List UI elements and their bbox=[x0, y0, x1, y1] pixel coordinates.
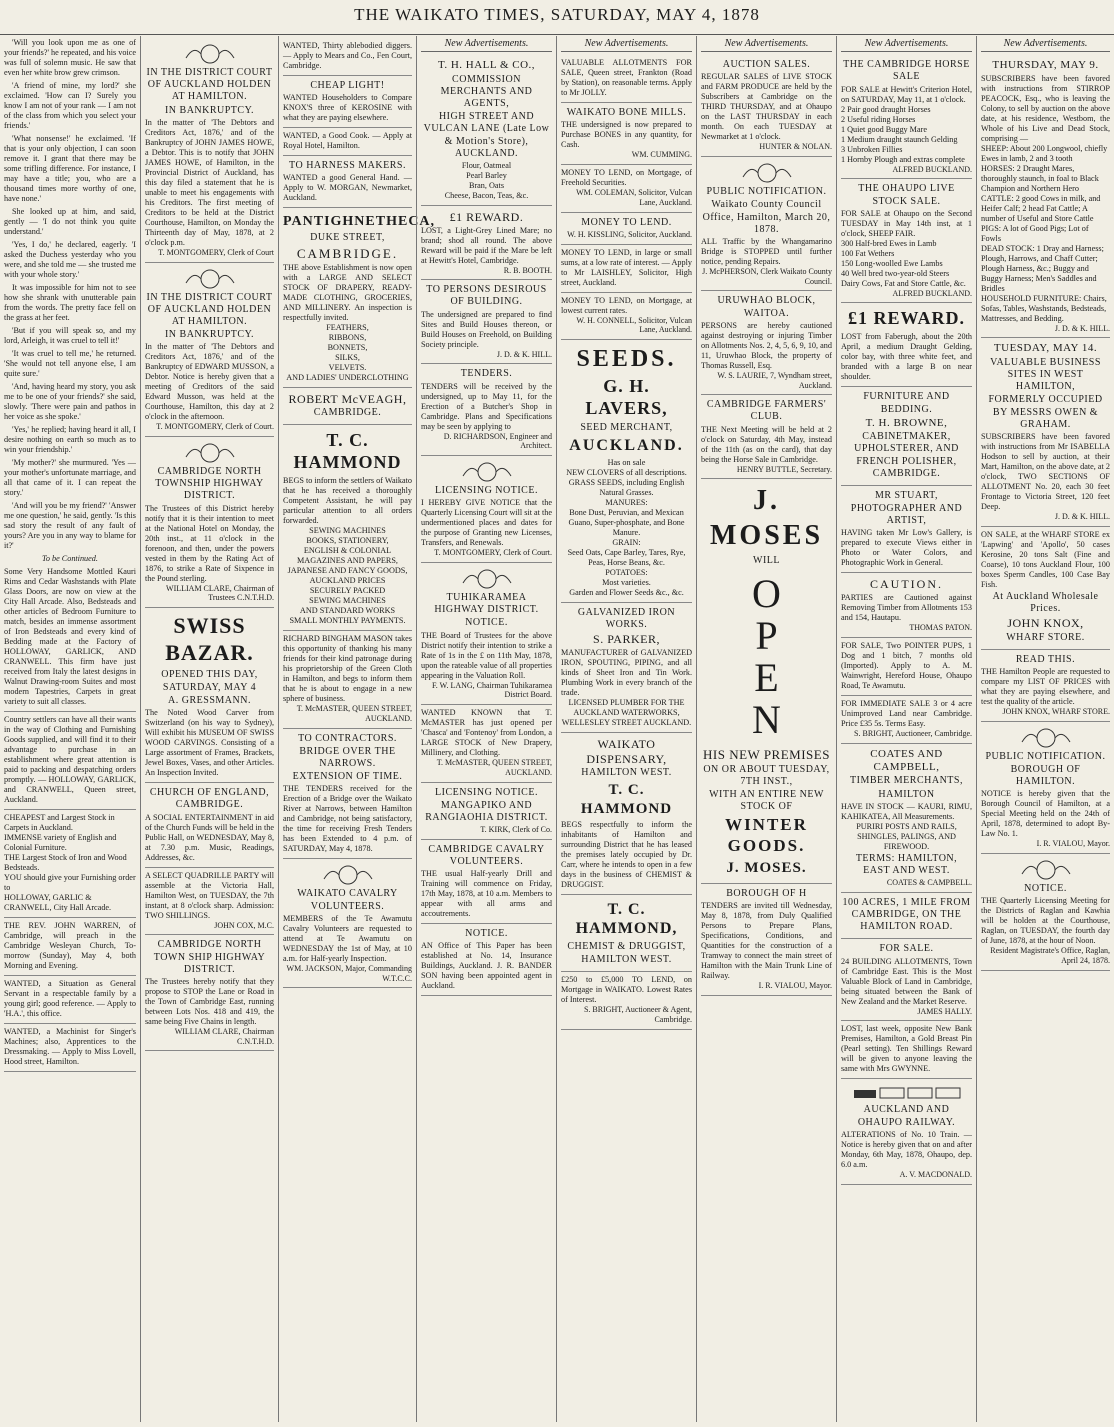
horse-sale-ad: THE CAMBRIDGE HORSE SALE FOR SALE at Hewitt's Criterion Hotel, on SATURDAY, May 11, at 1 o'clock. 2 Pair good draught Horses 2 Useful riding Horses 1 Quiet good Buggy Mare 1 Medium draught staunch Gelding 3 Unbroken Fillies 1 Hornby Plough and extras complete ALFRED BUCKLAND. bbox=[841, 55, 972, 179]
mason-notice: RICHARD BINGHAM MASON takes this opportunity of thanking his many friends for their kind patronage during his proprietorship of the Green Cloth in Hamilton, and begs to inform them that he is about to engage in a new sphere of business. T. McMASTER, QUEEN STREET, AUCKLAND. bbox=[283, 631, 412, 729]
church-notice: CHURCH OF ENGLAND, CAMBRIDGE. A SOCIAL ENTERTAINMENT in aid of the Church Funds will be held in the Public Hall, on WEDNESDAY, May 8, at 7.30 p.m. Music, Readings, Addresses, &c. bbox=[145, 783, 274, 867]
royal-crest-icon bbox=[318, 864, 378, 886]
borough-notification: PUBLIC NOTIFICATION. BOROUGH OF HAMILTON. NOTICE is hereby given that the Borough Council of Hamilton, at a Special Meeting held on the 24th of April, 1878, determined to adopt By-Law No. 1. I. R. VIALOU, Mayor. bbox=[981, 722, 1110, 854]
wanted-ad: WANTED, a Situation as General Servant in a respectable family by a young girl; good reference. — Apply to 'H.A.', this office. bbox=[4, 976, 136, 1024]
column-7 bbox=[836, 36, 976, 1422]
story-paragraph: 'Yes,' he replied; having heard it all, I desire nothing on earth so much as to win your friendship.' bbox=[4, 425, 136, 454]
column-1 bbox=[0, 36, 140, 1422]
hall-ad: T. H. HALL & CO., COMMISSION MERCHANTS AND AGENTS, HIGH STREET AND VULCAN LANE (Late Low & Motion's Store), AUCKLAND. Flour, Oatmeal Pearl Barley Bran, Oats Cheese, Bacon, Teas, &c. bbox=[421, 55, 552, 206]
lend-ad: £250 to £5,000 TO LEND, on Mortgage in WAIKATO. Lowest Rates of Interest. S. BRIGHT, Auctioneer & Agent, Cambridge. bbox=[561, 972, 692, 1030]
moses-ad: J. MOSES WILL O P E N HIS NEW PREMISES ON OR ABOUT TUESDAY, 7TH INST., WITH AN ENTIRE NEW STOCK OF WINTER GOODS. J. MOSES. bbox=[701, 479, 832, 884]
section-header: New Advertisements. bbox=[561, 38, 692, 52]
column-6 bbox=[696, 36, 836, 1422]
royal-crest-icon bbox=[737, 162, 797, 184]
quadrille-notice: A SELECT QUADRILLE PARTY will assemble at the Victoria Hall, Hamilton West, on TUESDAY, the 7th instant, at 8 o'clock sharp. Admission: TWO SHILLINGS. JOHN COX, M.C. bbox=[145, 868, 274, 936]
court-notice: IN THE DISTRICT COURT OF AUCKLAND HOLDEN AT HAMILTON. IN BANKRUPTCY. In the matter of 'The Debtors and Creditors Act, 1876,' and of the Bankruptcy of EDWARD MUSSON, a Debtor. Notice is hereby given that a meeting of Creditors of the said Edward Musson, was held at the Courthouse, Hamilton, this day at 2 o'clock in the afternoon. T. MONTGOMERY, Clerk of Court. bbox=[145, 263, 274, 438]
auction-sales-ad: AUCTION SALES. REGULAR SALES of LIVE STOCK and FARM PRODUCE are held by the Subscribers at Cambridge on the THIRD THURSDAY, and at Ohaupo on the LAST THURSDAY in each month. On each TUESDAY at Newmarket at 1 o'clock. HUNTER & NOLAN. bbox=[701, 55, 832, 157]
office-notice: NOTICE. AN Office of This Paper has been established at No. 14, Insurance Buildings, Auckland. J. R. BANDER SON having been appointed agent in Auckland. bbox=[421, 924, 552, 996]
royal-crest-icon bbox=[1016, 859, 1076, 881]
parker-ad: GALVANIZED IRON WORKS. S. PARKER, MANUFACTURER of GALVANIZED IRON, SPOUTING, PIPING, and all kinds of Sheet Iron and Tin Work. Plumbing Work in every branch of the trade. LICENSED PLUMBER FOR THE AUCKLAND WATERWORKS, WELLESLEY STREET AUCKLAND. bbox=[561, 603, 692, 733]
story-paragraph: 'My mother?' she murmured. 'Yes — your mother's unfortunate marriage, and all that came of it. I can repeat the story.' bbox=[4, 458, 136, 497]
wanted-ad: WANTED, a Machinist for Singer's Machines; also, Apprentices to the Dressmaking. — Apply to Miss Lovell, Hood street, Hamilton. bbox=[4, 1024, 136, 1072]
mangapiko-notice: LICENSING NOTICE. MANGAPIKO AND RANGIAOHIA DISTRICT. T. KIRK, Clerk of Co. bbox=[421, 783, 552, 840]
money-ad: MONEY TO LEND, on Mortgage, at lowest current rates. W. H. CONNELL, Solicitor, Vulcan Lane, Auckland. bbox=[561, 293, 692, 341]
swiss-bazar-ad: SWISS BAZAR. OPENED THIS DAY, SATURDAY, MAY 4 A. GRESSMANN. The Noted Wood Carver from Switzerland (on his way to Sydney), Will exhibit his MUSEUM OF SWISS WOOD CARVINGS. Consisting of a Large assortment of Frames, Brackets, Jewel Boxes, Vases, and other Articles. An Inspection Invited. bbox=[145, 608, 274, 783]
column-3 bbox=[278, 36, 436, 1422]
read-this-ad: READ THIS. THE Hamilton People are requested to compare my LIST OF PRICES with what they are paying elsewhere, and test the quality of the article. JOHN KNOX, WHARF STORE. bbox=[981, 650, 1110, 722]
borough-tenders: BOROUGH OF H TENDERS are invited till Wednesday, May 8, 1878, from Duly Qualified Persons to Prepare Plans, Specifications, Conditions, and Quantities for the construction of a Tramway to connect the main street of Hamilton with the Main Trunk Line of Railway. I. R. VIALOU, Mayor. bbox=[701, 884, 832, 996]
reward-ad: £1 REWARD. LOST, a Light-Grey Lined Mare; no brand; shod all round. The above Reward will be paid if the Mare be left at Hewitt's Hotel, Cambridge. R. B. BOOTH. bbox=[421, 206, 552, 280]
continued-note: To be Continued. bbox=[42, 554, 98, 563]
money-ad: MONEY TO LEND. W. H. KISSLING, Solicitor, Auckland. bbox=[561, 213, 692, 245]
hammond-chemist-ad: T. C. HAMMOND, CHEMIST & DRUGGIST, HAMILTON WEST. bbox=[561, 895, 692, 972]
north-highway-notice: CAMBRIDGE NORTH TOWN SHIP HIGHWAY DISTRICT. The Trustees hereby notify that they propose to STOP the Lane or Road in the Town of Cambridge East, running between Lots Nos. 418 and 419, the same being Five Chains in length. WILLIAM CLARE, Chairman C.N.T.H.D. bbox=[145, 935, 274, 1051]
court-notice: IN THE DISTRICT COURT OF AUCKLAND HOLDEN AT HAMILTON. IN BANKRUPTCY. In the matter of 'The Debtors and Creditors Act, 1876,' and of the Bankruptcy of JOHN JAMES HOWE, a Debtor. This is to notify that JOHN JAMES HOWE, of Hamilton, in the Provincial District of Auckland, has this day filed a statement that he is unable to meet his engagements with his Creditors. The first meeting of Creditors to be held at the District Courthouse, Hamilton, on Monday the Thirteenth day of May, 1878, at 2 o'clock p.m. T. MONTGOMERY, Clerk of Court bbox=[145, 38, 274, 263]
tuhikaramea-notice: TUHIKARAMEA HIGHWAY DISTRICT. NOTICE. THE Board of Trustees for the above District notify their intention to strike a Rate of 1s in the £ on 11th May, 1878, upon the rateable value of all properties appearing in the Valuation Roll. F. W. LANG, Chairman Tuhikaramea District Board. bbox=[421, 563, 552, 705]
cook-wanted-ad: WANTED, a Good Cook. — Apply at Royal Hotel, Hamilton. bbox=[283, 128, 412, 156]
masthead-title: THE WAIKATO TIMES, SATURDAY, MAY 4, 1878 bbox=[354, 5, 760, 24]
harness-ad: TO HARNESS MAKERS. WANTED a good General Hand. — Apply to W. MORGAN, Newmarket, Auckland. bbox=[283, 156, 412, 208]
royal-crest-icon bbox=[1016, 727, 1076, 749]
lavers-seeds-ad: SEEDS. G. H. LAVERS, SEED MERCHANT, AUCKLAND. Has on sale NEW CLOVERS of all descriptions. GRASS SEEDS, including English Natural Grasses. MANURES: Bone Dust, Peruvian, and Mexican Guano, Super-phosphate, and Bone Manure. GRAIN: Seed Oats, Cape Barley, Tares, Rye, Peas, Horse Beans, &c. POTATOES: Most varieties. Garden and Flower Seeds &c., &c. bbox=[561, 340, 692, 603]
allotments-ad: VALUABLE ALLOTMENTS FOR SALE, Queen street, Frankton (Road by Station), on reasonable terms. Apply to Mr JOLLY. bbox=[561, 55, 692, 103]
story-paragraph: 'And will you be my friend?' 'Answer me one question,' he said, gently. 'Is this sad story the result of any fault of yours? Are you in any way to blame for it?' bbox=[4, 501, 136, 550]
photographer-ad: MR STUART, PHOTOGRAPHER AND ARTIST, HAVING taken Mr Low's Gallery, is prepared to execute Views either in Photo or Water Colors, and Photographic Work in General. bbox=[841, 486, 972, 574]
highway-notice: CAMBRIDGE NORTH TOWNSHIP HIGHWAY DISTRICT. The Trustees of this District hereby notify that it is their intention to meet at the National Hotel on Monday, the 20th inst., at 11 o'clock in the forenoon, and then, under the powers vested in them by the Rating Act of 1876, to strike a Rate of Sixpence in the Pound sterling. WILLIAM CLARE, Chairman of Trustees C.N.T.H.D. bbox=[145, 437, 274, 608]
business-sites-ad: TUESDAY, MAY 14. VALUABLE BUSINESS SITES IN WEST HAMILTON, FORMERLY OCCUPIED BY MESSRS OWEN & GRAHAM. SUBSCRIBERS have been favored with instructions from Mr ISABELLA Hodson to sell by auction, at their Mart, Hamilton, on the above date, at 2 o'clock, TWO SECTIONS OF ALLOTMENT No. 20, each 30 feet Frontage to Victoria Street, 120 feet Deep. J. D. & K. HILL. bbox=[981, 338, 1110, 526]
farmers-club-notice: CAMBRIDGE FARMERS' CLUB. THE Next Meeting will be held at 2 o'clock on Saturday, 4th May, instead of the 11th (as on the card), that day being the Horse Sale in Cambridge. HENRY BUTTLE, Secretary. bbox=[701, 395, 832, 479]
timber-merchants-ad: COATES AND CAMPBELL, TIMBER MERCHANTS, HAMILTON HAVE IN STOCK — KAURI, RIMU, KAHIKATEA, All Measurements. PURIRI POSTS AND RAILS, SHINGLES, PALINGS, AND FIREWOOD. TERMS: HAMILTON, EAST AND WEST. COATES & CAMPBELL. bbox=[841, 744, 972, 893]
money-ad: MONEY TO LEND, in large or small sums, at a low rate of interest. — Apply to Mr LAISHLEY, Solicitor, High street, Auckland. bbox=[561, 245, 692, 293]
section-header: New Advertisements. bbox=[701, 38, 832, 52]
column-2 bbox=[140, 36, 278, 1422]
land-sale-ad: FOR IMMEDIATE SALE 3 or 4 acre Unimproved Land near Cambridge. Price £35 5s. Terms Easy. S. BRIGHT, Auctioneer, Cambridge. bbox=[841, 696, 972, 744]
news-item: Some Very Handsome Mottled Kauri Rims and Cedar Washstands with Plate Glass Doors, are now on view at the City Hall Arcade. Also, Bedsteads and other articles of Bedroom Furniture to match, besides an immense assortment of Iron Bedsteads and every kind of Bedding made at the Factory of HOLLOWAY, GARLICK, AND CRANWELL. This firm have just received from Italy the latest designs in Walnut Drawing-room Suites and most modern Tapestries, Carpets in great variety to suit all classes. bbox=[4, 564, 136, 712]
masthead bbox=[0, 0, 1114, 35]
railway-notice: AUCKLAND AND OHAUPO RAILWAY. ALTERATIONS of No. 10 Train. — Notice is hereby given that on and after Monday, 6th May, 1878, Ohaupo, dep. 6.0 a.m. A. V. MACDONALD. bbox=[841, 1079, 972, 1184]
caution-notice: CAUTION. PARTIES are Cautioned against Removing Timber from Allotments 153 and 154, Hautapu. THOMAS PATON. bbox=[841, 573, 972, 637]
news-item: Country settlers can have all their wants in the way of Clothing and Furnishing Goods supplied, and will find it to their advantage to purchase in an establishment where great attention is paid to packing and despatching orders promptly. — HOLLOWAY, GARLICK, and CRANWELL, Queen street, Auckland. bbox=[4, 712, 136, 810]
raglan-licensing-notice: NOTICE. THE Quarterly Licensing Meeting for the Districts of Raglan and Kawhia will be holden at the Courthouse, Raglan, on TUESDAY, the fourth day of June, 1878, at the hour of Noon. Resident Magistrate's Office, Raglan, April 24, 1878. bbox=[981, 854, 1110, 971]
cavalry-notice: WAIKATO CAVALRY VOLUNTEERS. MEMBERS of the Te Awamutu Cavalry Volunteers are requested to attend at Te Awamutu on WEDNESDAY the 1st of May, at 10 a.m. for Half-yearly Inspection. WM. JACKSON, Major, Commanding W.T.C.C. bbox=[283, 859, 412, 988]
story-paragraph: She looked up at him, and said, gently — 'I do not think you quite understand.' bbox=[4, 207, 136, 236]
story-paragraph: 'A friend of mine, my lord?' she exclaimed. 'How can I? Surely you know I am not of your rank — I am not of the class from which you select your friends.' bbox=[4, 81, 136, 130]
contractors-notice: TO CONTRACTORS. BRIDGE OVER THE NARROWS. EXTENSION OF TIME. THE TENDERS received for the Erection of a Bridge over the Waikato River at Narrows, between Hamilton and Cambridge, not being satisfactory, the time for receiving Fresh Tenders has been Extended to 4 p.m. of SATURDAY, May 4, 1878. bbox=[283, 729, 412, 860]
wanted-ad: WANTED, Thirty ablebodied diggers. — Apply to Mears and Co., Fen Court, Cambridge. bbox=[283, 38, 412, 76]
acres-ad: 100 ACRES, 1 MILE FROM CAMBRIDGE, ON THE HAMILTON ROAD. bbox=[841, 893, 972, 940]
reward-ad-2: £1 REWARD. LOST from Faberugh, about the 20th April, a medium Draught Gelding, color bay, with three white feet, and branded with a large B on near shoulder. bbox=[841, 303, 972, 387]
train-icon bbox=[852, 1084, 962, 1102]
story-paragraph: 'What nonsense!' he exclaimed. 'If that is your only objection, I can soon remove it. I grant that there may be some trifling difference. For instance, I may have a title; you, who are a thousand times more worthy of one, have none.' bbox=[4, 134, 136, 203]
money-ad: MONEY TO LEND, on Mortgage, of Freehold Securities. WM. COLEMAN, Solicitor, Vulcan Lane, Auckland. bbox=[561, 165, 692, 213]
column-5 bbox=[556, 36, 696, 1422]
story-paragraph: 'And, having heard my story, you ask me to be one of your friends?' she said, slowly. 'There were pain and pathos in her voice as she spoke.' bbox=[4, 382, 136, 421]
licensing-notice: LICENSING NOTICE. I HEREBY GIVE NOTICE that the Quarterly Licensing Court will sit at the undermentioned places and dates for the purpose of Granting new Licenses, Transfers, and Renewals. T. MONTGOMERY, Clerk of Court. bbox=[421, 456, 552, 563]
stock-auction-ad: THURSDAY, MAY 9. SUBSCRIBERS have been favored with instructions from STIRROP PEACOCK, Esq., who is leaving the Colony, to sell by auction on the above date, at his residence, Westbom, the Whole of his Live and Dead Stock, comprising — SHEEP: About 200 Longwool, chiefly Ewes in lamb, 2 and 3 tooth HORSES: 2 Draught Mares, thoroughly staunch, in foal to Black Champion and Northern Hero CATTLE: 2 good Cows in milk, and Heifer Calf; 2 head Fat Cattle; A number of Useful and Store Cattle PIGS: A lot of Good Pigs; Lot of Fowls DEAD STOCK: 1 Dray and Harness; Plough, Harrows, and Chaff Cutter; Plough Harness, &c.; Buggy and Buggy Harness; Men's Saddles and Bridles HOUSEHOLD FURNITURE: Chairs, Sofas, Tables, Washstands, Bedsteads, Mattresses, and Bedding. J. D. & K. HILL. bbox=[981, 55, 1110, 338]
story-paragraph: 'Yes, I do,' he declared, eagerly. 'I asked the Duchess yesterday who you were, and she told me — she trusted me with your whole story.' bbox=[4, 240, 136, 279]
hammond-ad: T. C. HAMMOND BEGS to inform the settlers of Waikato that he has received a thoroughly Competent Assistant, he will pay particular attention to all orders forwarded. SEWING MACHINES BOOKS, STATIONERY, ENGLISH & COLONIAL MAGAZINES AND PAPERS, JAPANESE AND FANCY GOODS, AUCKLAND PRICES SECURELY PACKED SEWING MACHINES AND STANDARD WORKS SMALL MONTHLY PAYMENTS. bbox=[283, 425, 412, 631]
column-8 bbox=[976, 36, 1114, 1422]
royal-crest-icon bbox=[457, 568, 517, 590]
mcveagh-ad: ROBERT McVEAGH, CAMBRIDGE. bbox=[283, 388, 412, 426]
acrostic-ad: CHEAPEST and Largest Stock in Carpets in Auckland. IMMENSE variety of English and Colonial Furniture. THE Largest Stock of Iron and Wood Bedsteads. YOU should give your Furnishing order to HOLLOWAY, GARLIC & CRANWELL, City Hall Arcade. bbox=[4, 810, 136, 918]
for-sale-ad: FOR SALE. 24 BUILDING ALLOTMENTS, Town of Cambridge East. This is the Most Valuable Block of Land in Cambridge, being situated between the Bank of New Zealand and the Market Reserve. JAMES HALLY. bbox=[841, 939, 972, 1021]
royal-crest-icon bbox=[180, 442, 240, 464]
uruwhao-notice: URUWHAO BLOCK, WAITOA. PERSONS are hereby cautioned against destroying or injuring Timber on Allotments Nos. 2, 4, 5, 6, 9, 10, and 11, Uruwhao Block, the property of Thomas Russell, Esq. W. S. LAURIE, 7, Wyndham street, Auckland. bbox=[701, 291, 832, 395]
pointers-ad: FOR SALE, Two POINTER PUPS, 1 Dog and 1 bitch, 7 months old (Imported). Apply to A. M. Wainwright, Hereford House, Ohaupo Road, Te Awamutu. bbox=[841, 638, 972, 696]
royal-crest-icon bbox=[180, 43, 240, 65]
building-ad: TO PERSONS DESIROUS OF BUILDING. The undersigned are prepared to find Sites and Build Houses thereon, or Build Houses on Freehold, on Building Society principle. J. D. & K. HILL. bbox=[421, 280, 552, 364]
public-notification: PUBLIC NOTIFICATION. Waikato County Council Office, Hamilton, March 20, 1878. ALL Traffic by the Whangamarino Bridge is STOPPED until further notice, pending Repairs. J. McPHERSON, Clerk Waikato County Council. bbox=[701, 157, 832, 291]
story-paragraph: It was impossible for him not to see how she shrank with unutterable pain from the words. The pretty face fell on the grass at her feet. bbox=[4, 283, 136, 322]
lost-ad: LOST, last week, opposite New Bank Premises, Hamilton, a Gold Breast Pin (Pearl setting). Ten Shillings Reward will be given to anyone leaving the same with Mrs GWYNNE. bbox=[841, 1021, 972, 1079]
royal-crest-icon bbox=[457, 461, 517, 483]
pantighnetheca-ad: PANTIGHNETHECA, DUKE STREET, CAMBRIDGE. THE above Establishment is now open with a LARGE AND SELECT STOCK OF DRAPERY, READY-MADE CLOTHING, GROCERIES, AND MILLINERY. An inspection is respectfully invited. FEATHERS, RIBBONS, BONNETS, SILKS, VELVETS. AND LADIES' UNDERCLOTHING bbox=[283, 208, 412, 387]
furniture-ad: FURNITURE AND BEDDING. T. H. BROWNE, CABINETMAKER, UPHOLSTERER, AND FRENCH POLISHER, CAMBRIDGE. bbox=[841, 387, 972, 486]
story-paragraph: 'It was cruel to tell me,' he returned. 'She would not tell anyone else, I am quite sure.' bbox=[4, 349, 136, 378]
dispensary-ad: WAIKATO DISPENSARY, HAMILTON WEST. T. C. HAMMOND BEGS respectfully to inform the inhabitants of Hamilton and surrounding District that he has leased the premises lately occupied by Dr. Carr, where he intends to open in a few days in the business of CHEMIST & DRUGGIST. bbox=[561, 733, 692, 895]
mcmaster-ad: WANTED KNOWN that T. McMASTER has just opened per 'Chasca' and 'Fontenoy' from London, a LARGE STOCK of New Drapery, Millinery, and Clothing. T. McMASTER, QUEEN STREET, AUCKLAND. bbox=[421, 705, 552, 783]
section-header: New Advertisements. bbox=[421, 38, 552, 52]
story-paragraph: 'Will you look upon me as one of your friends?' he repeated, and his voice was full of solemn music. He saw that even her white brow grew crimson. bbox=[4, 38, 136, 77]
tenders-ad: TENDERS. TENDERS will be received by the undersigned, up to May 11, for the Erection of a Butcher's Shop in Cambridge. Plans and Specifications may be seen by applying to D. RICHARDSON, Engineer and Architect. bbox=[421, 364, 552, 456]
column-4 bbox=[416, 36, 556, 1422]
bone-mills-ad: WAIKATO BONE MILLS. THE undersigned is now prepared to Purchase BONES in any quantity, for Cash. WM. CUMMING. bbox=[561, 103, 692, 165]
section-header: New Advertisements. bbox=[981, 38, 1110, 52]
royal-crest-icon bbox=[180, 268, 240, 290]
story-paragraph: 'But if you will speak so, and my lord, Arleigh, it was cruel to tell it!' bbox=[4, 326, 136, 345]
cheap-light-ad: CHEAP LIGHT! WANTED Householders to Compare KNOX'S three of KEROSINE with what they are paying elsewhere. bbox=[283, 76, 412, 128]
wharf-store-ad: ON SALE, at the WHARF STORE ex 'Lapwing' and 'Apollo', 50 cases Kerosine, 20 tons Salt (Fine and Coarse), 10 tons Auckland Flour, 100 boxes Sperm Candles, 100 Case Bay Fish. At Auckland Wholesale Prices. JOHN KNOX, WHARF STORE. bbox=[981, 527, 1110, 650]
ohaupo-sale-ad: THE OHAUPO LIVE STOCK SALE. FOR SALE at Ohaupo on the Second TUESDAY in May 14th inst, at 1 o'clock, SHEEP FAIR. 300 Half-bred Ewes in Lamb 100 Fat Wethers 150 Long-woolled Ewe Lambs 40 Well bred two-year-old Steers Dairy Cows, Fat and Store Cattle, &c. ALFRED BUCKLAND. bbox=[841, 179, 972, 303]
cavalry-notice-2: CAMBRIDGE CAVALRY VOLUNTEERS. THE usual Half-yearly Drill and Training will commence on Friday, 17th May, 1878, at 10 a.m. Members to appear with all arms and accoutrements. bbox=[421, 840, 552, 924]
section-header: New Advertisements. bbox=[841, 38, 972, 52]
warren-notice: THE REV. JOHN WARREN, of Cambridge, will preach in the Cambridge Wesleyan Church, To-morrow (Sunday), May 4, both Morning and Evening. bbox=[4, 918, 136, 976]
